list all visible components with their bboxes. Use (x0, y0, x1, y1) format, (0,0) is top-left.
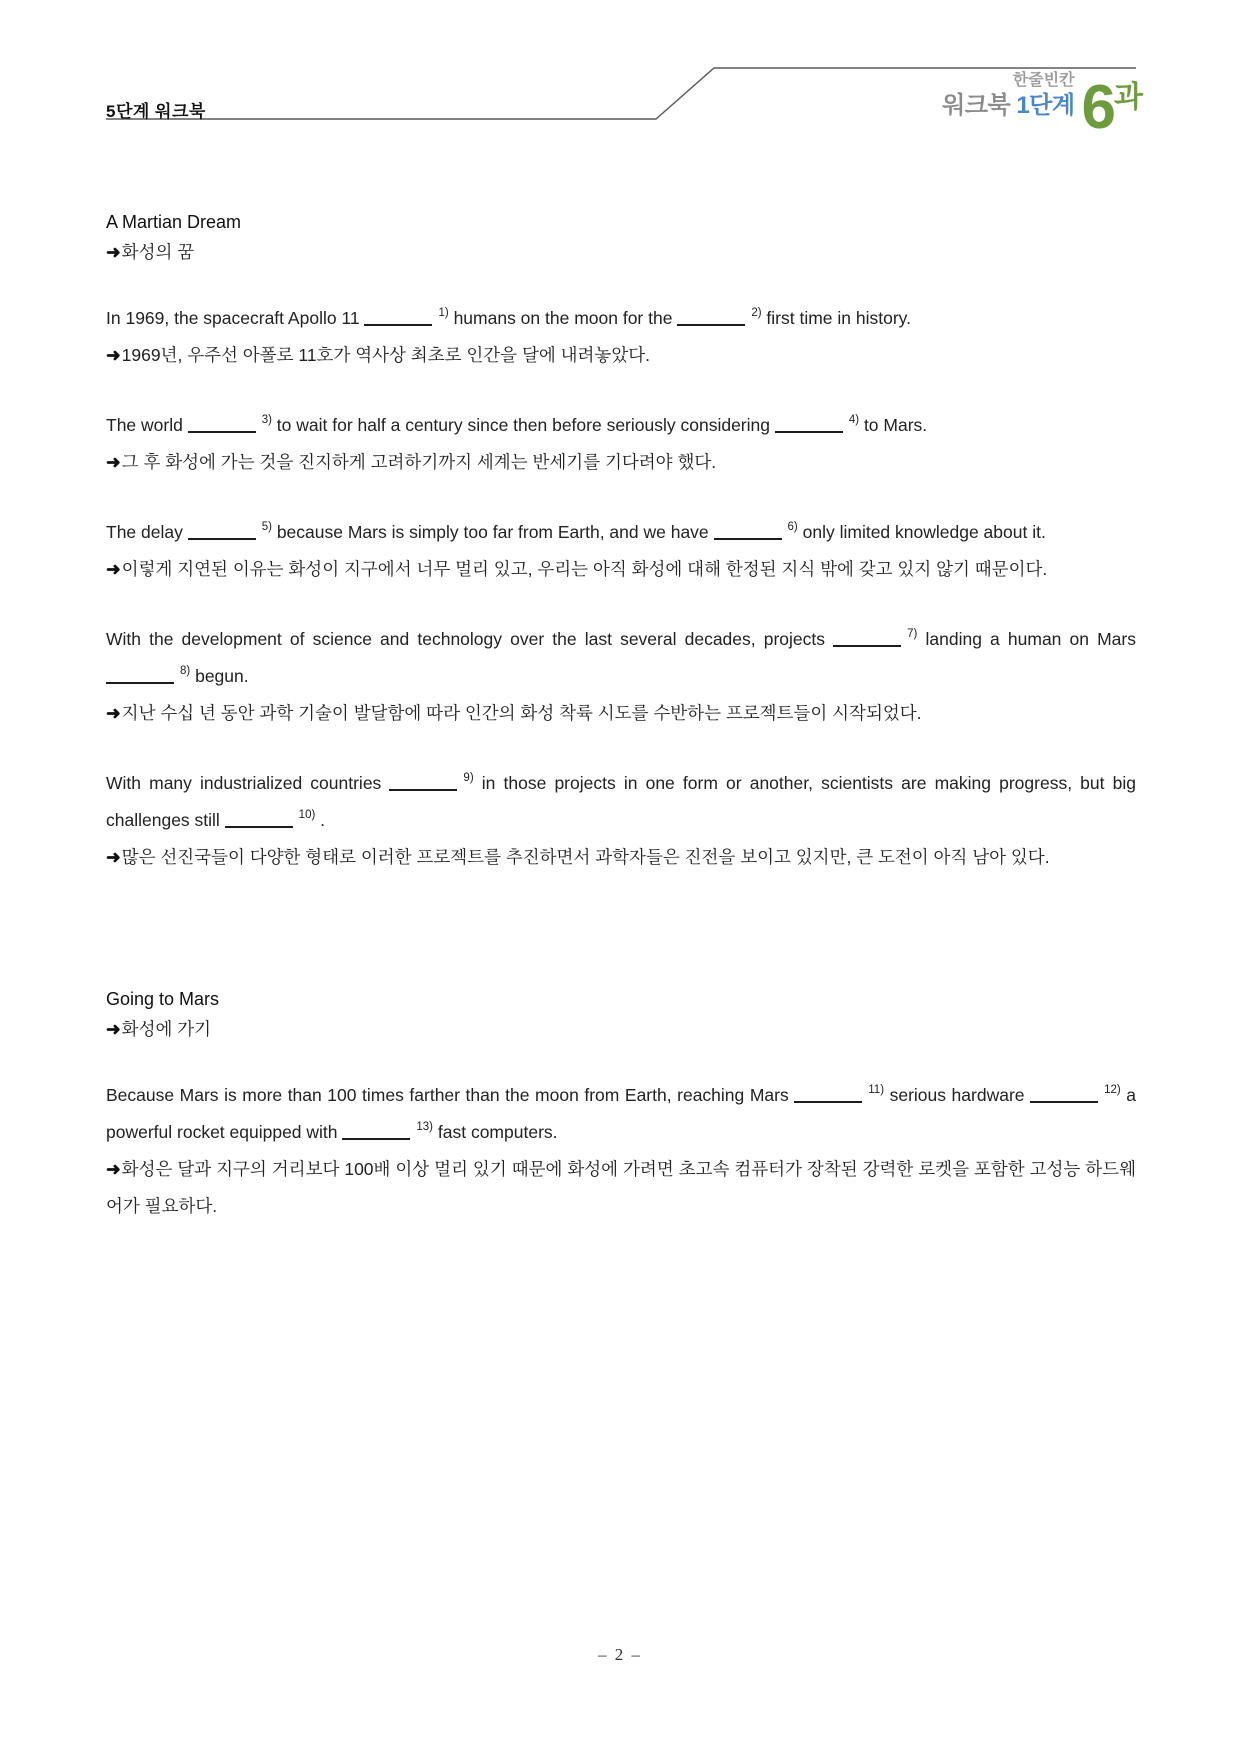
badge-workbook-step (942, 93, 1074, 119)
english-sentence: With the development of science and technology over the last several decades, projects $^{7)}$ landing a human on Mars $^{8)}$ begun. (106, 628, 1136, 686)
blank-number: 4) (848, 414, 860, 426)
fill-in-blank (1030, 1085, 1121, 1105)
arrow-icon: ➜ (106, 1019, 121, 1039)
english-sentence: The world $^{3)}$ to wait for half a century since then before seriously considering $^{4)}$ to Mars. (106, 414, 928, 435)
blank-underline (833, 645, 901, 647)
blank-underline (714, 538, 782, 540)
blank-underline (188, 538, 256, 540)
badge-series-label: 한줄빈칸 (1012, 72, 1075, 89)
blank-underline (106, 682, 174, 684)
sentence-block (106, 1077, 1136, 1225)
section-title: Going to Mars (106, 989, 220, 1009)
blank-number: 6) (787, 521, 798, 533)
korean-translation-text: 이렇게 지연된 이유는 화성이 지구에서 너무 멀리 있고, 우리는 아직 화성에 대해 한정된 지식 밖에 갖고 있지 않기 때문이다. (121, 559, 1048, 579)
arrow-icon: ➜ (106, 847, 121, 867)
fill-in-blank (677, 308, 761, 328)
fill-in-blank (364, 308, 448, 328)
blank-number: 1) (438, 307, 449, 319)
fill-in-blank (188, 415, 272, 435)
sentence-block (106, 407, 1136, 481)
korean-translation-text: 1969년, 우주선 아폴로 11호가 역사상 최초로 인간을 달에 내려놓았다. (121, 345, 651, 365)
blank-underline (364, 324, 432, 326)
korean-translation (106, 1151, 1136, 1225)
blank-underline (775, 431, 843, 433)
korean-translation-text: 지난 수십 년 동안 과학 기술이 발달함에 따라 인간의 화성 착륙 시도를 수반하는 프로젝트들이 시작되었다. (121, 703, 922, 723)
blank-number: 3) (261, 414, 272, 426)
section (106, 984, 1136, 1225)
header-left-title: 5단계 워크북 (106, 102, 206, 121)
korean-translation (106, 444, 1136, 481)
arrow-icon: ➜ (106, 1159, 121, 1179)
sections (106, 207, 1136, 1225)
blank-number: 12) (1104, 1084, 1121, 1096)
korean-translation (106, 337, 1136, 374)
fill-in-blank (188, 522, 272, 542)
blank-underline (1030, 1101, 1098, 1103)
sentence-block (106, 514, 1136, 588)
arrow-icon: ➜ (106, 242, 121, 262)
fill-in-blank (775, 415, 859, 435)
korean-translation-text: 화성은 달과 지구의 거리보다 100배 이상 멀리 있기 때문에 화성에 가려면 초고속 컴퓨터가 장착된 강력한 로켓을 포함한 고성능 하드웨어가 필요하다. (106, 1159, 1136, 1216)
korean-translation-text: 그 후 화성에 가는 것을 진지하게 고려하기까지 세계는 반세기를 기다려야 했다. (121, 452, 717, 472)
badge-chapter-number: 6 (1081, 73, 1115, 142)
badge-chapter (1082, 71, 1142, 151)
blank-underline (677, 324, 745, 326)
english-sentence: The delay $^{5)}$ because Mars is simply too far from Earth, and we have $^{6)}$ only limited knowledge about it. (106, 521, 1046, 542)
blank-number: 5) (261, 521, 272, 533)
fill-in-blank (225, 810, 316, 830)
blank-underline (225, 826, 293, 828)
blank-underline (342, 1138, 410, 1140)
korean-translation (106, 839, 1136, 876)
sentence-block (106, 621, 1136, 732)
fill-in-blank (389, 773, 473, 793)
section-title-translation (106, 1014, 1136, 1044)
sentence-block (106, 300, 1136, 374)
section-title-translation (106, 237, 1136, 267)
blank-number: 8) (180, 665, 191, 677)
badge-chapter-suffix: 과 (1114, 81, 1142, 114)
fill-in-blank (833, 629, 917, 649)
korean-translation (106, 551, 1136, 588)
blank-number: 13) (416, 1121, 434, 1133)
fill-in-blank (106, 666, 190, 686)
blank-number: 11) (868, 1084, 885, 1096)
arrow-icon: ➜ (106, 345, 121, 365)
blank-number: 7) (907, 628, 918, 640)
english-sentence: In 1969, the spacecraft Apollo 11 $^{1)}$ humans on the moon for the $^{2)}$ first time in history. (106, 307, 911, 328)
blank-underline (389, 789, 457, 791)
arrow-icon: ➜ (106, 559, 121, 579)
header-badge-labels (942, 71, 1074, 119)
blank-underline (188, 431, 256, 433)
sentence-block (106, 765, 1136, 876)
korean-translation-text: 많은 선진국들이 다양한 형태로 이러한 프로젝트를 추진하면서 과학자들은 진전을 보이고 있지만, 큰 도전이 아직 남아 있다. (121, 847, 1050, 867)
arrow-icon: ➜ (106, 452, 121, 472)
fill-in-blank (714, 522, 798, 542)
blank-number: 9) (463, 772, 474, 784)
section-title: A Martian Dream (106, 212, 242, 232)
korean-translation (106, 695, 1136, 732)
fill-in-blank (794, 1085, 884, 1105)
blank-underline (794, 1101, 862, 1103)
section-title-translation-text: 화성에 가기 (121, 1019, 212, 1039)
blank-number: 2) (751, 307, 762, 319)
blank-number: 10) (298, 809, 316, 821)
section (106, 207, 1136, 876)
page-number: – 2 – (598, 1645, 642, 1664)
english-sentence: With many industrialized countries $^{9)}$ in those projects in one form or another, scientists are making progress, but big challenges still $^{10)}$ . (106, 772, 1136, 830)
header-badge (942, 71, 1142, 151)
section-title-translation-text: 화성의 꿈 (121, 242, 195, 262)
badge-workbook-label: 워크북 (942, 92, 1011, 119)
arrow-icon: ➜ (106, 703, 121, 723)
badge-step-label: 1단계 (1016, 92, 1075, 119)
english-sentence: Because Mars is more than 100 times farther than the moon from Earth, reaching Mars $^{11)}$ serious hardware $^{12)}$ a powerful rocket equipped with $^{13)}$ fast computers. (106, 1084, 1136, 1142)
fill-in-blank (342, 1122, 433, 1142)
